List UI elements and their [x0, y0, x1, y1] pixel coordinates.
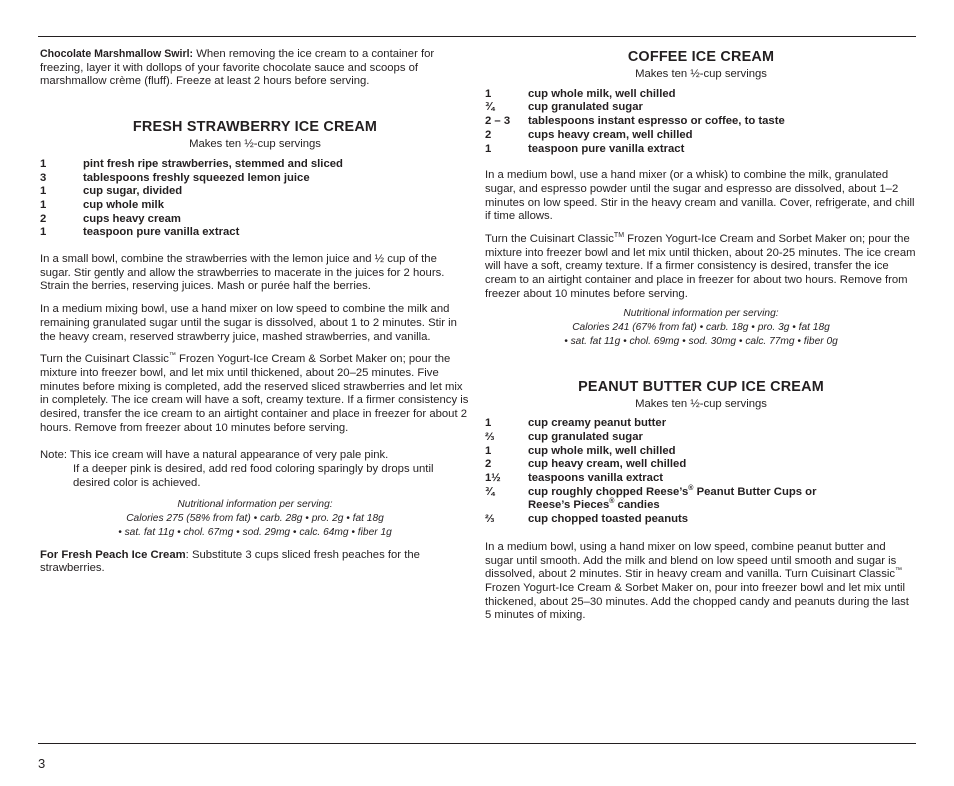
- coffee-title: COFFEE ICE CREAM: [627, 49, 775, 65]
- ingredient-item: cup heavy cream, well chilled: [528, 458, 687, 471]
- top-rule: [38, 36, 916, 37]
- strawberry-nutrition-title: Nutritional information per serving:: [177, 498, 333, 510]
- strawberry-step-1: In a small bowl, combine the strawberries with the lemon juice and ½ cup of the sugar. Stir gently and allow the strawberries to macerate in the juices for 2 hours. Strain the berries, reserving juices. Mash or purée half the berries.: [40, 253, 445, 293]
- coffee-nutrition-line-1: Calories 241 (67% from fat) • carb. 18g • pro. 3g • fat 18g: [572, 321, 830, 333]
- ingredient-row: [40, 185, 470, 199]
- ingredient-row: [485, 417, 917, 431]
- ingredient-item: cup chopped toasted peanuts: [528, 513, 689, 526]
- ingredient-row: [40, 199, 470, 213]
- note-detail: If a deeper pink is desired, add red food coloring sparingly by drops until desired color is achieved.: [73, 463, 434, 489]
- ingredient-item: pint fresh ripe strawberries, stemmed and sliced: [83, 157, 343, 170]
- ingredient-item: teaspoon pure vanilla extract: [83, 226, 240, 239]
- coffee-ingredients: [485, 88, 917, 157]
- ingredient-qty: 1: [485, 87, 492, 100]
- strawberry-title: FRESH STRAWBERRY ICE CREAM: [132, 119, 378, 136]
- coffee-step-2-text-b: Frozen Yogurt-Ice Cream and Sorbet Maker on; pour the mixture into freezer bowl and let mix until thicken, about 20-25 minutes. The ice cream will have a soft, creamy texture. If a firmer consistency is desired, transfer the ice cream to an airtight container and place in freezer for about two hours. Remove from freezer about 10 minutes before serving.: [485, 233, 916, 300]
- ingredient-qty: 2: [40, 212, 47, 225]
- swirl-paragraph: [40, 48, 470, 89]
- ingredient-item: cups heavy cream: [83, 212, 181, 225]
- ingredient-row: [40, 158, 470, 172]
- peach-variation: [40, 549, 470, 576]
- ingredient-item: cup whole milk, well chilled: [528, 444, 676, 457]
- ingredient-row: [485, 445, 917, 459]
- coffee-nutrition-line-2: • sat. fat 11g • chol. 69mg • sod. 30mg • calc. 77mg • fiber 0g: [564, 335, 838, 347]
- coffee-step-2: [485, 233, 917, 302]
- ingredient-item: cup creamy peanut butter: [528, 417, 667, 430]
- ingredient-qty: 1: [40, 157, 47, 170]
- registered-mark: ®: [609, 498, 615, 506]
- coffee-servings: Makes ten ½-cup servings: [635, 68, 767, 80]
- trademark-mark: ™: [895, 567, 903, 575]
- ingredient-item: cup granulated sugar: [528, 430, 643, 443]
- ingredient-qty: ⅔: [485, 513, 495, 526]
- ingredient-qty: 1: [485, 444, 492, 457]
- ingredient-item: cup sugar, divided: [83, 185, 183, 198]
- reese-text-c: Reese’s Pieces: [528, 499, 610, 512]
- ingredient-qty: 1½: [485, 472, 501, 485]
- ingredient-row: [485, 88, 917, 102]
- ingredient-row: [485, 472, 917, 486]
- ingredient-row: [485, 143, 917, 157]
- peanut-title: PEANUT BUTTER CUP ICE CREAM: [578, 378, 824, 395]
- ingredient-row: [40, 172, 470, 186]
- reese-text-d: candies: [614, 499, 660, 512]
- peanut-servings: Makes ten ½-cup servings: [635, 397, 767, 410]
- ingredient-row: [485, 486, 917, 513]
- ingredient-qty: 1: [485, 417, 492, 430]
- reese-text-a: cup roughly chopped Reese’s: [528, 485, 689, 498]
- ingredient-row: [485, 101, 917, 115]
- ingredient-qty: 2 – 3: [485, 115, 511, 128]
- ingredient-item: teaspoon pure vanilla extract: [528, 142, 685, 155]
- coffee-step-1: In a medium bowl, use a hand mixer (or a whisk) to combine the milk, granulated sugar, and espresso powder until the sugar and espresso are dissolved, about 1–2 minutes on low speed. Stir in the heavy cream and vanilla. Cover, refrigerate, and chill if time allows.: [485, 169, 915, 223]
- ingredient-item: cups heavy cream, well chilled: [528, 128, 693, 141]
- ingredient-qty: ⅔: [485, 430, 495, 443]
- ingredient-item: [528, 486, 917, 513]
- ingredient-item: cup whole milk: [83, 198, 164, 211]
- swirl-title: Chocolate Marshmallow Swirl:: [40, 48, 194, 60]
- ingredient-item: cup granulated sugar: [528, 101, 643, 114]
- ingredient-row: [485, 431, 917, 445]
- ingredient-row: [485, 513, 917, 527]
- note-line: Note: This ice cream will have a natural appearance of very pale pink.: [40, 449, 389, 462]
- ingredient-row: [40, 226, 470, 240]
- ingredient-qty: 2: [485, 458, 492, 471]
- ingredient-row: [485, 458, 917, 472]
- strawberry-step-2: In a medium mixing bowl, use a hand mixer on low speed to combine the milk and remaining granulated sugar until the sugar is dissolved, about 1 to 2 minutes. Stir in the heavy cream, reserved strawberry juice, mashed strawberries, and vanilla.: [40, 303, 457, 343]
- peanut-step-text-b: Frozen Yogurt-Ice Cream & Sorbet Maker on, pour into freezer bowl and let mix until thickened, about 25–30 minutes. Add the chopped candy and peanuts during the last 5 minutes of mixing.: [485, 581, 909, 622]
- bottom-rule: [38, 743, 916, 744]
- ingredient-row: [40, 213, 470, 227]
- strawberry-nutrition-line-2: • sat. fat 11g • chol. 67mg • sod. 29mg • calc. 64mg • fiber 1g: [118, 526, 392, 538]
- strawberry-ingredients: [40, 158, 470, 240]
- ingredient-qty: 1: [40, 185, 47, 198]
- strawberry-step-3: [40, 353, 470, 435]
- step-3-text-a: Turn the Cuisinart Classic: [40, 353, 169, 366]
- trademark-mark: TM: [613, 232, 625, 240]
- ingredient-qty: 1: [485, 142, 492, 155]
- ingredient-item: cup whole milk, well chilled: [528, 87, 676, 100]
- trademark-mark: ™: [168, 352, 176, 360]
- step-3-text-b: Frozen Yogurt-Ice Cream & Sorbet Maker on; pour the mixture into freezer bowl, and let mix until thickened, about 20–25 minutes. Five minutes before mixing is completed, add the reserved sliced strawberries and let mix in completely. The ice cream will have a soft, creamy texture. If a firmer consistency is desired, transfer the ice cream to an airtight container and place in freezer for about 2 hours. Remove from freezer about 10 minutes before serving.: [40, 353, 469, 434]
- peach-text: : Substitute 3 cups sliced fresh peaches for the strawberries.: [40, 548, 420, 575]
- ingredient-row: [485, 115, 917, 129]
- reese-text-b: Peanut Butter Cups or: [693, 485, 817, 498]
- coffee-step-2-text-a: Turn the Cuisinart Classic: [485, 233, 614, 246]
- peanut-step-1: [485, 541, 917, 623]
- peach-title: For Fresh Peach Ice Cream: [40, 548, 186, 561]
- ingredient-row: [485, 129, 917, 143]
- left-column: [40, 48, 470, 576]
- ingredient-qty: 1: [40, 198, 47, 211]
- ingredient-qty: 3: [40, 171, 47, 184]
- registered-mark: ®: [688, 485, 694, 492]
- ingredient-item: tablespoons freshly squeezed lemon juice: [83, 171, 310, 184]
- right-column: [485, 48, 917, 623]
- page-number: 3: [38, 756, 46, 771]
- coffee-nutrition-title: Nutritional information per serving:: [623, 307, 779, 319]
- ingredient-qty: 2: [485, 128, 492, 141]
- strawberry-nutrition-line-1: Calories 275 (58% from fat) • carb. 28g • pro. 2g • fat 18g: [126, 512, 384, 524]
- swirl-text: When removing the ice cream to a container for freezing, layer it with dollops of your favorite chocolate sauce and scoops of marshmallow crème (fluff). Freeze at least 2 hours before serving.: [40, 48, 435, 88]
- peanut-step-text-a: In a medium bowl, using a hand mixer on low speed, combine peanut butter and sugar until smooth. Add the milk and blend on low speed until smooth and sugar is dissolved, about 2 minutes. Stir in heavy cream and vanilla. Turn Cuisinart Classic: [485, 540, 897, 581]
- ingredient-qty: 1: [40, 226, 47, 239]
- peanut-ingredients: [485, 417, 917, 527]
- ingredient-qty: ¾: [485, 101, 495, 114]
- ingredient-qty: ¾: [485, 485, 495, 498]
- ingredient-item: tablespoons instant espresso or coffee, to taste: [528, 115, 785, 128]
- ingredient-item: teaspoons vanilla extract: [528, 472, 663, 485]
- strawberry-servings: Makes ten ½-cup servings: [189, 138, 321, 151]
